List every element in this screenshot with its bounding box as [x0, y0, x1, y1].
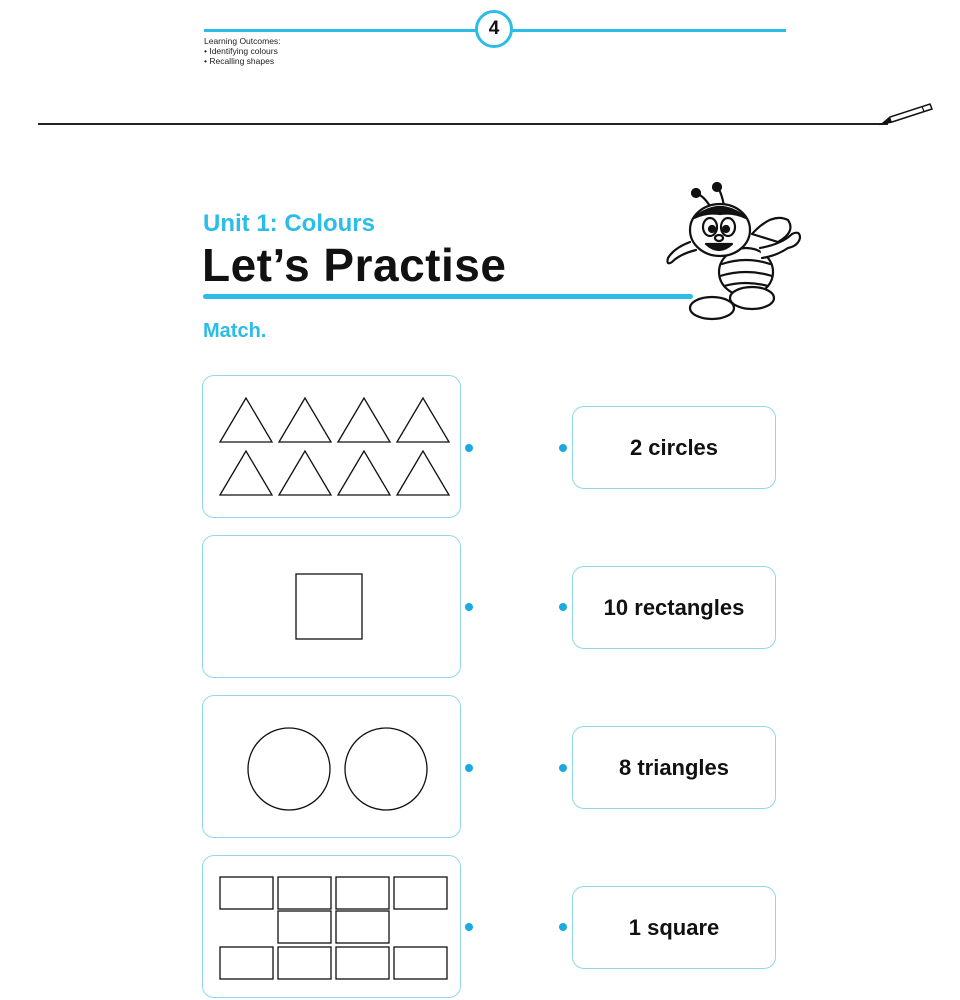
label-box-8-triangles[interactable]: 8 triangles — [572, 726, 776, 809]
rectangle-shape — [278, 947, 331, 979]
triangles-group — [203, 376, 462, 519]
rectangle-shape — [336, 947, 389, 979]
match-dot-right-2[interactable] — [559, 603, 567, 611]
rectangle-shape — [278, 877, 331, 909]
match-dot-right-3[interactable] — [559, 764, 567, 772]
rectangles-group — [203, 856, 462, 999]
match-dot-right-1[interactable] — [559, 444, 567, 452]
unit-title: Unit 1: Colours — [203, 210, 375, 237]
triangle-shape — [220, 451, 272, 495]
rectangle-shape — [336, 877, 389, 909]
rectangle-shape — [394, 947, 447, 979]
circle-shape — [248, 728, 330, 810]
triangle-shape — [397, 451, 449, 495]
title-underline — [203, 294, 693, 299]
shape-box-circles[interactable] — [202, 695, 461, 838]
page-title: Let’s Practise — [202, 239, 507, 291]
triangle-shape — [279, 451, 331, 495]
triangle-shape — [338, 398, 390, 442]
circles-group — [203, 696, 462, 839]
match-dot-left-2[interactable] — [465, 603, 473, 611]
shape-box-square[interactable] — [202, 535, 461, 678]
writing-rule-line — [38, 123, 888, 125]
match-dot-right-4[interactable] — [559, 923, 567, 931]
label-box-10-rectangles[interactable]: 10 rectangles — [572, 566, 776, 649]
pencil-icon — [878, 100, 934, 128]
match-dot-left-1[interactable] — [465, 444, 473, 452]
square-shape — [296, 574, 362, 639]
match-dot-left-4[interactable] — [465, 923, 473, 931]
rectangle-shape — [278, 911, 331, 943]
outcome-item: • Recalling shapes — [204, 56, 275, 66]
triangle-shape — [338, 451, 390, 495]
circle-shape — [345, 728, 427, 810]
shape-box-rectangles[interactable] — [202, 855, 461, 998]
rectangle-shape — [336, 911, 389, 943]
square-group — [203, 536, 462, 679]
shape-box-triangles[interactable] — [202, 375, 461, 518]
rectangle-shape — [220, 947, 273, 979]
triangle-shape — [279, 398, 331, 442]
rectangle-shape — [220, 877, 273, 909]
label-box-1-square[interactable]: 1 square — [572, 886, 776, 969]
triangle-shape — [220, 398, 272, 442]
match-dot-left-3[interactable] — [465, 764, 473, 772]
learning-outcomes — [204, 36, 281, 66]
outcomes-title: Learning Outcomes: — [204, 36, 281, 46]
page-number: 4 — [475, 10, 513, 48]
rectangle-shape — [394, 877, 447, 909]
outcome-item: • Identifying colours — [204, 46, 278, 56]
label-box-2-circles[interactable]: 2 circles — [572, 406, 776, 489]
instruction-text: Match. — [203, 320, 267, 342]
triangle-shape — [397, 398, 449, 442]
bee-mascot-icon — [660, 182, 810, 327]
